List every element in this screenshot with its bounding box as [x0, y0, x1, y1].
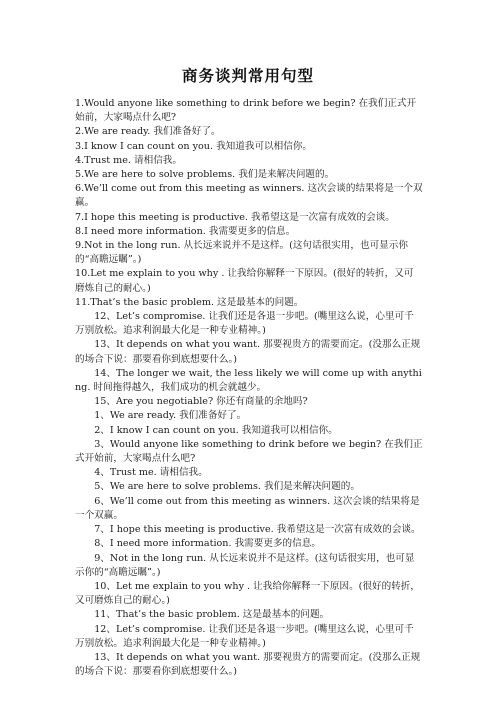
paragraph: 2、I know I can count on you. 我知道我可以相信你。 — [94, 424, 338, 436]
paragraph: 4.Trust me. 请相信我。 — [75, 154, 182, 166]
paragraph: 6、We’ll come out from this meeting as winners. 这次会谈的结果将是一个双赢。 — [75, 495, 420, 521]
paragraph: 12、Let’s compromise. 让我们还是各退一步吧。(嘴里这么说，心里可千万别放松。追求利润最大化是一种专业精神。) — [75, 311, 414, 337]
paragraph: 12、Let’s compromise. 让我们还是各退一步吧。(嘴里这么说，心里可千万别放松。追求利润最大化是一种专业精神。) — [75, 623, 414, 649]
paragraph: 5、We are here to solve problems. 我们是来解决问题的。 — [94, 481, 360, 493]
paragraph: 1、We are ready. 我们准备好了。 — [94, 410, 247, 422]
paragraph: 1.Would anyone like something to drink before we begin? 在我们正式开始前，大家喝点什么吧? — [75, 98, 417, 124]
paragraph: 11、That’s the basic problem. 这是最基本的问题。 — [94, 609, 330, 621]
document-body — [75, 97, 423, 679]
paragraph: 2.We are ready. 我们准备好了。 — [75, 126, 221, 138]
paragraph: 7、I hope this meeting is productive. 我希望这是一次富有成效的会谈。 — [94, 524, 421, 536]
paragraph: 10.Let me explain to you why . 让我给你解释一下原因。(很好的转折，又可磨炼自己的耐心。) — [75, 268, 414, 294]
paragraph: 3、Would anyone like something to drink before we begin? 在我们正式开始前，大家喝点什么吧? — [75, 438, 423, 465]
paragraph: 13、It depends on what you want. 那要视贵方的需要而定。(没那么正规的场合下说：那要看你到底想要什么。) — [75, 339, 421, 365]
paragraph: 8.I need more information. 我需要更多的信息。 — [75, 225, 296, 237]
paragraph: 9.Not in the long run. 从长远来说并不是这样。(这句话很实用，也可显示你的“高瞻远瞩”。) — [75, 240, 408, 266]
paragraph: 8、I need more information. 我需要更多的信息。 — [94, 538, 321, 550]
paragraph: 13、It depends on what you want. 那要视贵方的需要而定。(没那么正规的场合下说：那要看你到底想要什么。) — [75, 651, 421, 678]
paragraph: 7.I hope this meeting is productive. 我希望这是一次富有成效的会谈。 — [75, 211, 395, 223]
paragraph: 6.We’ll come out from this meeting as winners. 这次会谈的结果将是一个双赢。 — [75, 183, 423, 209]
paragraph: 5.We are here to solve problems. 我们是来解决问题的。 — [75, 169, 335, 181]
paragraph: 10、Let me explain to you why . 让我给你解释一下原因。(很好的转折，又可磨炼自己的耐心。) — [75, 580, 420, 607]
paragraph: 11.That’s the basic problem. 这是最基本的问题。 — [75, 296, 304, 308]
paragraph: 3.I know I can count on you. 我知道我可以相信你。 — [75, 140, 313, 152]
page-title: 商务谈判常用句型 — [181, 67, 314, 85]
paragraph: 15、Are you negotiable? 你还有商量的余地吗? — [94, 396, 308, 408]
paragraph: 14、The longer we wait, the less likely we will come up with anything. 时间拖得越久，我们成功的机会就越少。 — [75, 367, 422, 394]
paragraph: 4、Trust me. 请相信我。 — [94, 467, 208, 479]
paragraph: 9、Not in the long run. 从长远来说并不是这样。(这句话很实用，也可显示你的“高瞻远瞩”。) — [75, 552, 415, 578]
